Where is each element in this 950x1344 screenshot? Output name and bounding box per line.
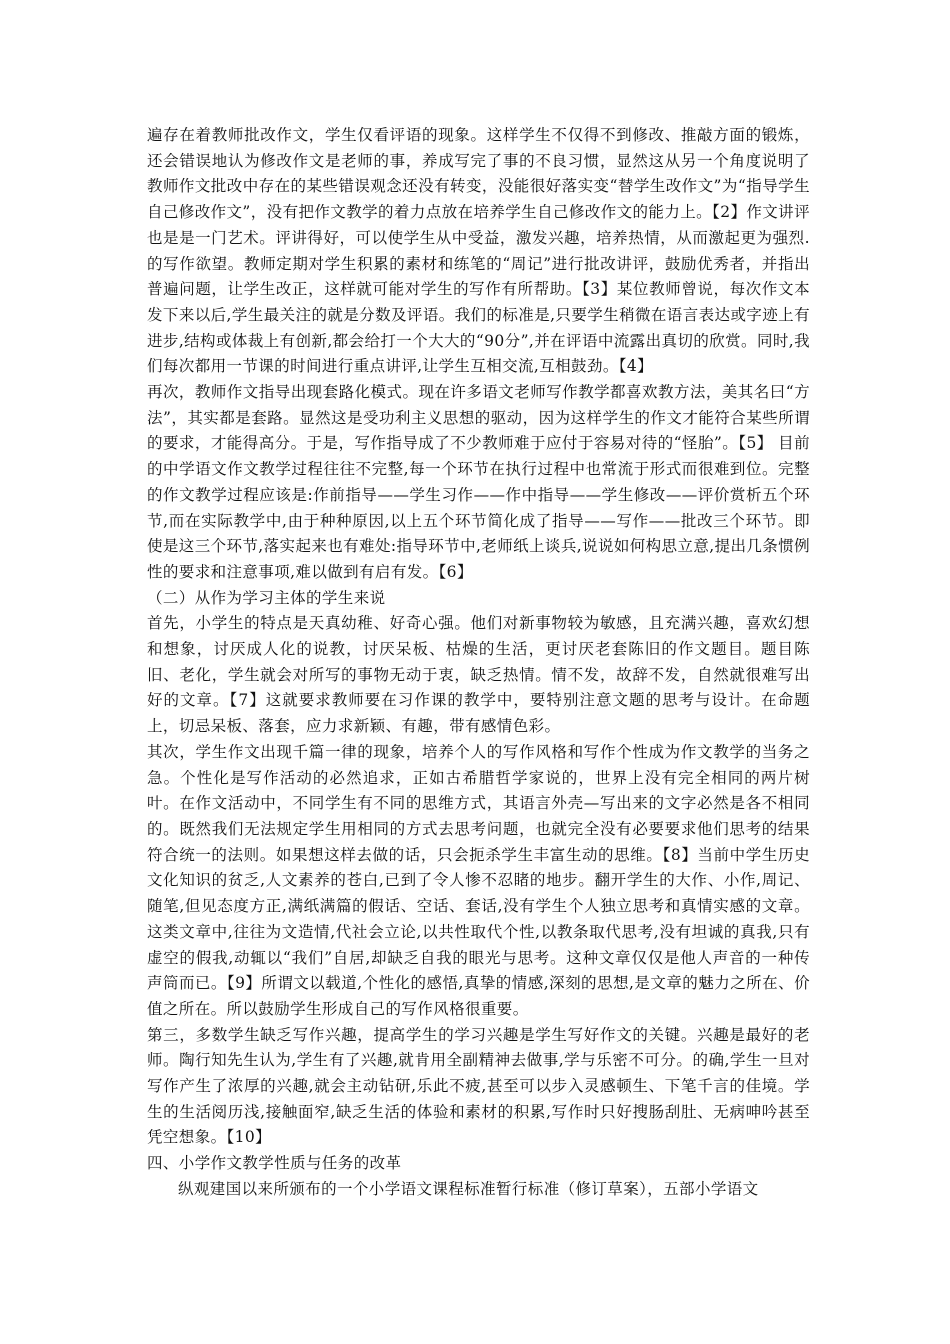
paragraph-third-interest: 第三，多数学生缺乏写作兴趣，提高学生的学习兴趣是学生写好作文的关键。兴趣是最好的老师。陶行知先生认为,学生有了兴趣,就肯用全副精神去做事,学与乐密不可分。的确,学生一旦对写作产生了浓厚的兴趣,就会主动钻研,乐此不疲,甚至可以步入灵感顿生、下笔千言的佳境。学生的生活阅历浅,接触面窄,缺乏生活的体验和素材的积累,写作时只好搜肠刮肚、无病呻吟甚至凭空想象。【10】 [147, 1025, 810, 1147]
section-heading-student: （二）从作为学习主体的学生来说 [147, 588, 386, 607]
paragraph-guidance-routine: 再次，教师作文指导出现套路化模式。现在许多语文老师写作教学都喜欢教方法，美其名曰“方法”，其实都是套路。显然这是受功利主义思想的驱动，因为这样学生的作文才能符合某些所谓的要求，才能得高分。于是，写作指导成了不少教师难于应付于容易对待的“怪胎”。【5】 目前的中学语文作文教学过程往往不完整,每一个环节在执行过程中也常流于形式而很难到位。完整的作文教学过程应该是:作前指导——学生习作——作中指导——学生修改——评价赏析五个环节,而在实际教学中,由于种种原因,以上五个环节简化成了指导——写作——批改三个环节。即使是这三个环节,落实起来也有难处:指导环节中,老师纸上谈兵,说说如何构思立意,提出几条惯例性的要求和注意事项,难以做到有启有发。【6】 [147, 383, 810, 581]
document-body [147, 123, 810, 1203]
paragraph-teacher-correction: 遍存在着教师批改作文，学生仅看评语的现象。这样学生不仅得不到修改、推敲方面的锻炼，还会错误地认为修改作文是老师的事，养成写完了事的不良习惯，显然这从另一个角度说明了教师作文批改中存在的某些错误观念还没有转变，没能很好落实变“替学生改作文”为“指导学生自己修改作文”，没有把作文教学的着力点放在培养学生自己修改作文的能力上。【2】作文讲评也是是一门艺术。评讲得好，可以使学生从中受益，激发兴趣，培养热情，从而激起更为强烈.的写作欲望。教师定期对学生积累的素材和练笔的“周记”进行批改讲评，鼓励优秀者，并指出普遍问题，让学生改正，这样就可能对学生的写作有所帮助。【3】某位教师曾说，每次作文本发下来以后,学生最关注的就是分数及评语。我们的标准是,只要学生稍微在语言表达或字迹上有进步,结构或体裁上有创新,都会给打一个大大的“90分”,并在评语中流露出真切的欣赏。同时,我们每次都用一节课的时间进行重点讲评,让学生互相交流,互相鼓劲。【4】 [147, 126, 810, 376]
paragraph-curriculum-review: 纵观建国以来所颁布的一个小学语文课程标准暂行标准（修订草案），五部小学语文 [178, 1179, 759, 1198]
paragraph-second-individuality: 其次，学生作文出现千篇一律的现象，培养个人的写作风格和写作个性成为作文教学的当务之急。个性化是写作活动的必然追求，正如古希腊哲学家说的，世界上没有完全相同的两片树叶。在作文活动中，不同学生有不同的思维方式，其语言外壳—写出来的文字必然是各不相同的。既然我们无法规定学生用相同的方式去思考问题，也就完全没有必要要求他们思考的结果符合统一的法则。如果想这样去做的话，只会扼杀学生丰富生动的思维。【8】当前中学生历史文化知识的贫乏,人文素养的苍白,已到了令人惨不忍睹的地步。翻开学生的大作、小作,周记、随笔,但见态度方正,满纸满篇的假话、空话、套话,没有学生个人独立思考和真情实感的文章。这类文章中,往往为文造情,代社会立论,以共性取代个性,以教条取代思考,没有坦诚的真我,只有虚空的假我,动辄以“我们”自居,却缺乏自我的眼光与思考。这种文章仅仅是他人声音的一种传声筒而已。【9】所谓文以载道,个性化的感悟,真挚的情感,深刻的思想,是文章的魅力之所在、价值之所在。所以鼓励学生形成自己的写作风格很重要。 [147, 742, 810, 1018]
paragraph-first-curiosity: 首先，小学生的特点是天真幼稚、好奇心强。他们对新事物较为敏感，且充满兴趣，喜欢幻想和想象，讨厌成人化的说教，讨厌呆板、枯燥的生活，更讨厌老套陈旧的作文题目。题目陈旧、老化，学生就会对所写的事物无动于衷，缺乏热情。情不发，故辞不发，自然就很难写出好的文章。【7】这就要求教师要在习作课的教学中，要特别注意文题的思考与设计。在命题上，切忌呆板、落套，应力求新颖、有趣，带有感情色彩。 [147, 614, 810, 736]
section-heading-reform: 四、小学作文教学性质与任务的改革 [147, 1154, 402, 1173]
